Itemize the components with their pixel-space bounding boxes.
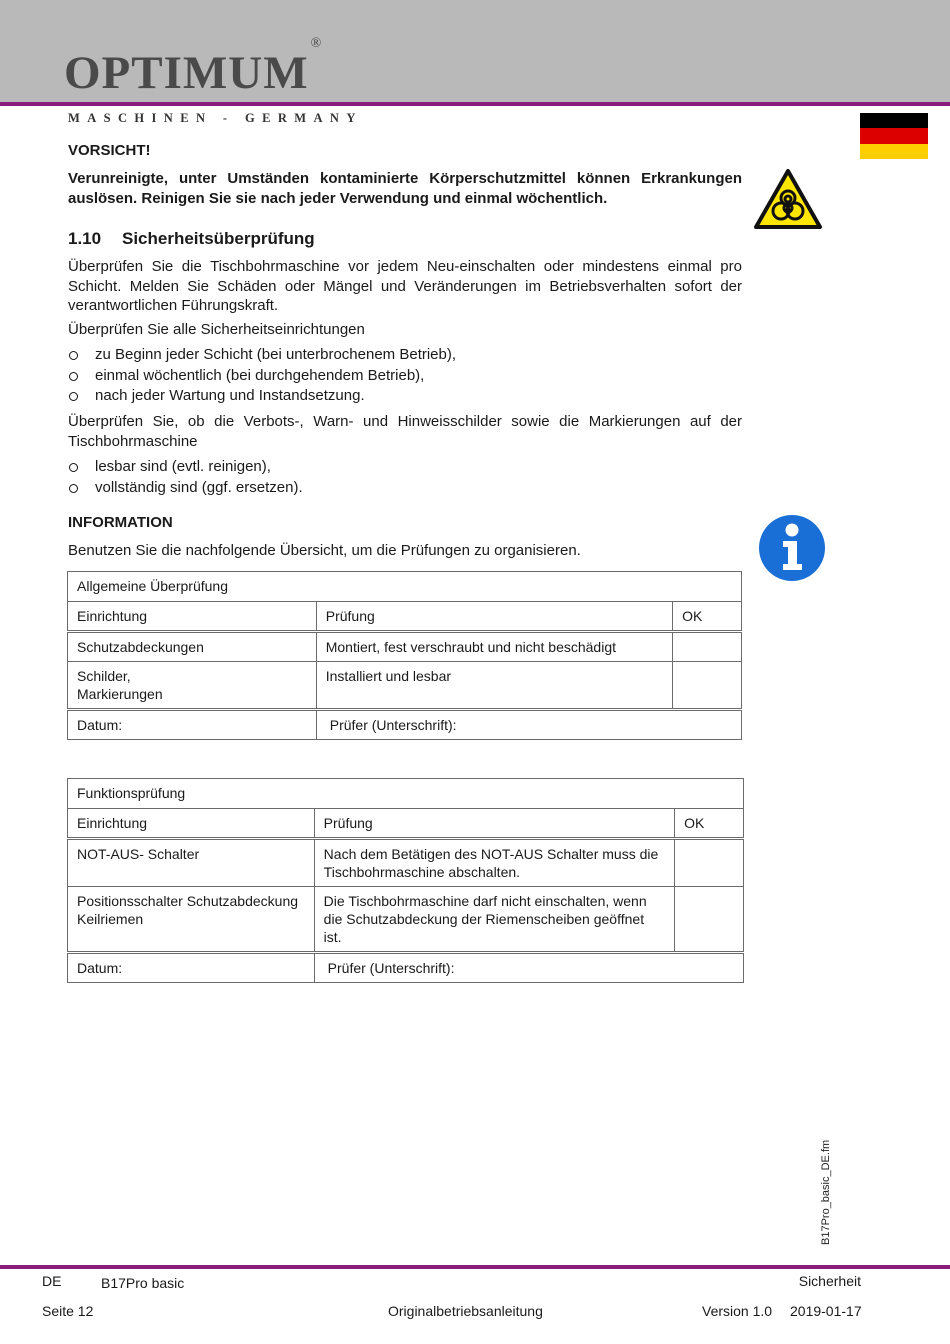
signature-field[interactable]: Prüfer (Unterschrift): <box>316 710 741 740</box>
table-cell: Die Tischbohrmaschine darf nicht einschalten, wenn die Schutzabdeckung der Riemenscheiben geöffnet ist. <box>314 887 674 953</box>
information-text: Benutzen Sie die nachfolgende Übersicht, um die Prüfungen zu organisieren. <box>68 542 581 559</box>
caution-text: Verunreinigte, unter Umständen kontaminierte Körperschutzmittel können Erkrankungen auslösen. Reinigen Sie sie nach jeder Verwendung und einmal wöchentlich. <box>68 170 742 207</box>
signature-row <box>68 710 742 740</box>
list-item: einmal wöchentlich (bei durchgehendem Betrieb), <box>68 366 456 387</box>
signature-row <box>68 953 744 983</box>
bullet-list-signs <box>68 457 303 498</box>
table-cell: Installiert und lesbar <box>316 662 672 710</box>
table-header: Prüfung <box>316 602 672 632</box>
table-header: Einrichtung <box>68 602 317 632</box>
footer-product: B17Pro basic <box>101 1275 185 1291</box>
footer-divider <box>0 1265 950 1269</box>
table-header: Einrichtung <box>68 809 315 839</box>
table-cell: Nach dem Betätigen des NOT-AUS Schalter muss die Tischbohrmaschine abschalten. <box>314 839 674 887</box>
german-flag-icon <box>860 113 928 159</box>
date-field[interactable]: Datum: <box>68 710 317 740</box>
list-item: nach jeder Wartung und Instandsetzung. <box>68 386 456 407</box>
signature-field[interactable]: Prüfer (Unterschrift): <box>314 953 743 983</box>
bullet-list-schedule <box>68 345 456 407</box>
ok-checkbox-cell[interactable] <box>673 632 742 662</box>
table-header: Prüfung <box>314 809 674 839</box>
ok-checkbox-cell[interactable] <box>673 662 742 710</box>
file-name-label: B17Pro_basic_DE.fm <box>820 1139 832 1245</box>
function-check-table <box>67 778 744 983</box>
ok-checkbox-cell[interactable] <box>675 887 744 953</box>
table-row <box>68 632 742 662</box>
table-cell: Schilder, Markierungen <box>68 662 317 710</box>
list-item: lesbar sind (evtl. reinigen), <box>68 457 303 478</box>
table-cell: Schutzabdeckungen <box>68 632 317 662</box>
header-divider <box>0 102 950 106</box>
section-paragraph-3: Überprüfen Sie, ob die Verbots-, Warn- und Hinweisschilder sowie die Markierungen auf der Tischbohrmaschine <box>68 413 742 450</box>
table-cell: NOT-AUS- Schalter <box>68 839 315 887</box>
biohazard-icon <box>753 168 823 230</box>
table-cell: Positionsschalter Schutzabdeckung Keilriemen <box>68 887 315 953</box>
caution-title: VORSICHT! <box>68 142 151 159</box>
section-heading: 1.10 Sicherheitsüberprüfung <box>68 229 315 248</box>
date-field[interactable]: Datum: <box>68 953 315 983</box>
table-row <box>68 887 744 953</box>
footer-page-number: Seite 12 <box>42 1303 94 1319</box>
footer-language: DE <box>42 1273 62 1289</box>
info-icon <box>758 514 826 582</box>
footer-date: 2019-01-17 <box>790 1303 862 1319</box>
table-row <box>68 662 742 710</box>
footer-version: Version 1.0 <box>702 1303 773 1319</box>
brand-logo: OPTIMUM® <box>64 36 323 99</box>
table-title: Funktionsprüfung <box>68 779 744 809</box>
list-item: zu Beginn jeder Schicht (bei unterbrochenem Betrieb), <box>68 345 456 366</box>
general-check-table <box>67 571 742 740</box>
table-header: OK <box>673 602 742 632</box>
list-item: vollständig sind (ggf. ersetzen). <box>68 478 303 499</box>
information-title: INFORMATION <box>68 514 173 531</box>
footer-chapter: Sicherheit <box>798 1273 861 1289</box>
table-header: OK <box>675 809 744 839</box>
section-paragraph-2: Überprüfen Sie alle Sicherheitseinrichtungen <box>68 321 365 338</box>
table-title: Allgemeine Überprüfung <box>68 572 742 602</box>
brand-tagline: MASCHINEN - GERMANY <box>68 111 363 125</box>
table-cell: Montiert, fest verschraubt und nicht beschädigt <box>316 632 672 662</box>
footer-document-type: Originalbetriebsanleitung <box>388 1303 543 1319</box>
table-row <box>68 839 744 887</box>
section-paragraph-1: Überprüfen Sie die Tischbohrmaschine vor jedem Neu-einschalten oder mindestens einmal pro Schicht. Melden Sie Schäden oder Mängel und Veränderungen im Betriebsverhalten sofort der verantwortlichen Führungskraft. <box>68 258 742 314</box>
ok-checkbox-cell[interactable] <box>675 839 744 887</box>
